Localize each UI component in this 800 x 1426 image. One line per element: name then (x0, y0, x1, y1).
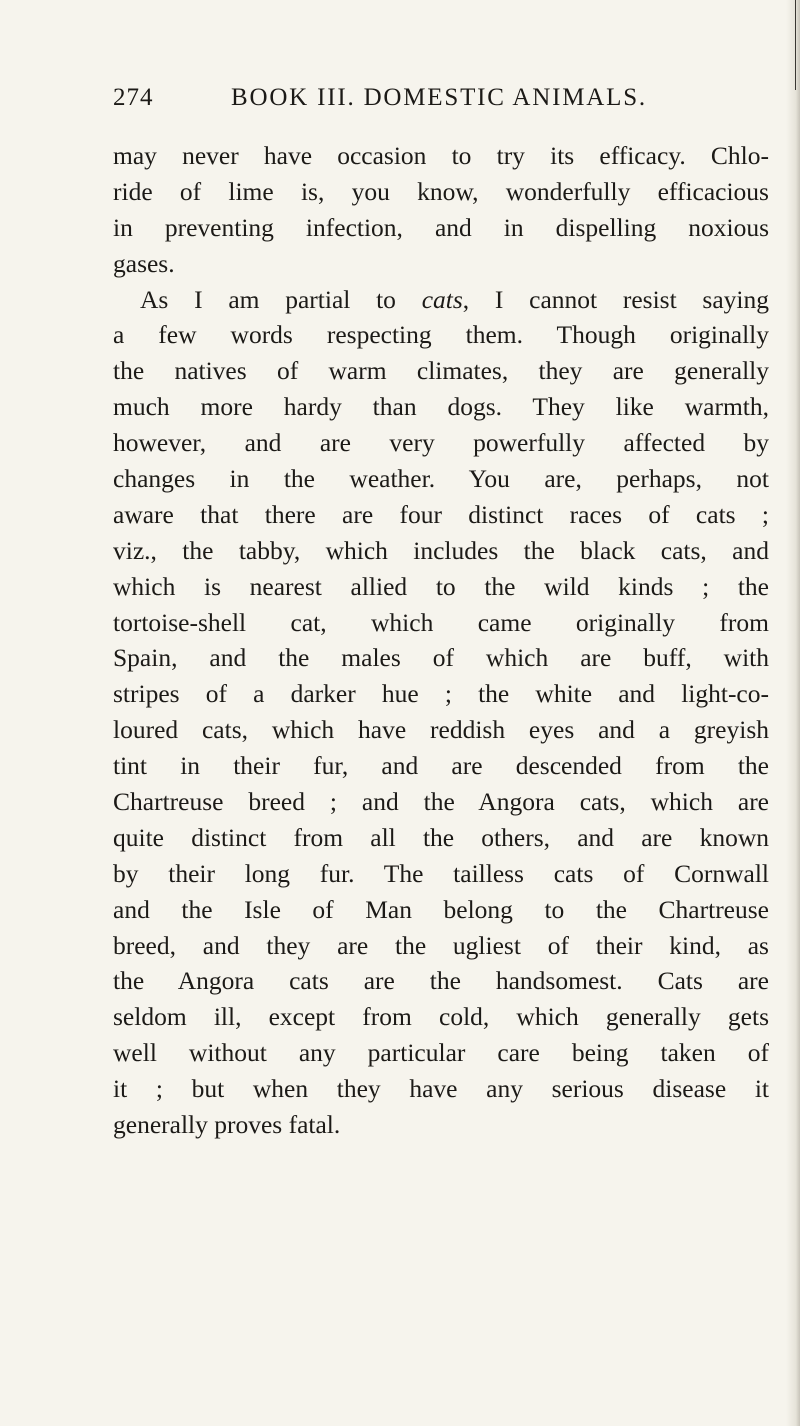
page-header (113, 84, 693, 124)
text-line: seldom ill, except from cold, which generally gets (113, 1002, 769, 1032)
text-line: the Angora cats are the handsomest. Cats are (113, 966, 769, 996)
text-line: tint in their fur, and are descended from the (113, 751, 769, 781)
text-line: much more hardy than dogs. They like warmth, (113, 392, 769, 422)
text-line: well without any particular care being taken of (113, 1038, 769, 1068)
text-line: which is nearest allied to the wild kinds ; the (113, 571, 769, 601)
text-line: however, and are very powerfully affected by (113, 428, 769, 458)
text-line: the natives of warm climates, they are generally (113, 356, 769, 386)
text-line: viz., the tabby, which includes the black cats, and (113, 535, 769, 565)
text-line: changes in the weather. You are, perhaps, not (113, 464, 769, 494)
text-line: loured cats, which have reddish eyes and a greyish (113, 715, 769, 745)
text-line: and the Isle of Man belong to the Chartreuse (113, 894, 769, 924)
page-edge-shadow (786, 0, 800, 1426)
page-edge-line (795, 0, 796, 90)
text-line: stripes of a darker hue ; the white and light-co- (113, 679, 769, 709)
text-line: ride of lime is, you know, wonderfully efficacious (113, 176, 769, 206)
text-line-paragraph-start: As I am partial to cats, I cannot resist saying (140, 284, 769, 314)
emphasis-cats: cats (421, 284, 463, 314)
page-number: 274 (113, 84, 154, 111)
text-line: gases. (113, 248, 175, 278)
text-line: by their long fur. The tailless cats of Cornwall (113, 858, 769, 888)
text-line: in preventing infection, and in dispelling noxious (113, 212, 769, 242)
text-line: Chartreuse breed ; and the Angora cats, which are (113, 787, 769, 817)
text-line: it ; but when they have any serious disease it (113, 1074, 769, 1104)
text-line: quite distinct from all the others, and are known (113, 822, 769, 852)
text-line: tortoise-shell cat, which came originally from (113, 607, 769, 637)
running-head: BOOK III. DOMESTIC ANIMALS. (231, 84, 647, 111)
text-line: Spain, and the males of which are buff, with (113, 643, 769, 673)
text-line: may never have occasion to try its efficacy. Chlo- (113, 141, 769, 170)
text-line: aware that there are four distinct races of cats ; (113, 499, 769, 529)
text-line: breed, and they are the ugliest of their kind, as (113, 930, 769, 960)
text-line: generally proves fatal. (113, 1110, 341, 1140)
body-text (113, 138, 769, 1143)
text-line: a few words respecting them. Though originally (113, 320, 769, 350)
